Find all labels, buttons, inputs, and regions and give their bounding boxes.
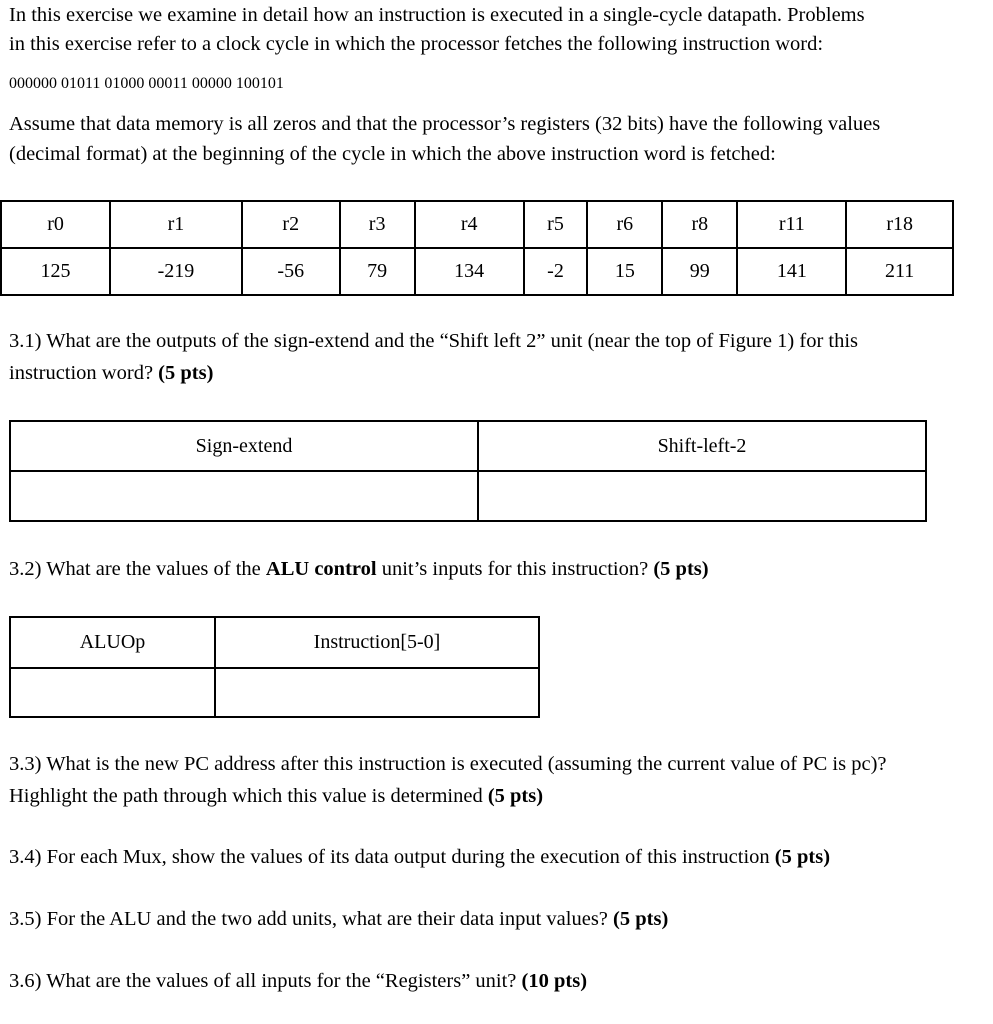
register-name-cell: r2	[242, 201, 340, 248]
intro-line-2: in this exercise refer to a clock cycle in which the processor fetches the following instruction word:	[9, 33, 824, 55]
q32-post: unit’s inputs for this instruction?	[376, 558, 654, 580]
shift-left-2-answer-cell[interactable]	[478, 471, 926, 521]
register-value-cell: 141	[737, 248, 846, 295]
register-name-cell: r0	[1, 201, 110, 248]
q31-points: (5 pts)	[158, 362, 214, 384]
q33-points: (5 pts)	[487, 785, 544, 807]
q31-line-1: 3.1) What are the outputs of the sign-extend and the “Shift left 2” unit (near the top of Figure 1) for this	[9, 330, 859, 352]
q33-line-2	[9, 781, 543, 811]
register-value-cell: 134	[415, 248, 524, 295]
intro-line-1: In this exercise we examine in detail how an instruction is executed in a single-cycle datapath. Problems	[9, 4, 865, 26]
register-name-cell: r18	[846, 201, 953, 248]
instruction-word: 000000 01011 01000 00011 00000 100101	[9, 75, 284, 92]
register-name-cell: r8	[662, 201, 737, 248]
q32-bold: ALU control	[265, 558, 377, 580]
q36-line	[9, 966, 587, 996]
register-name-cell: r3	[340, 201, 415, 248]
q33-line-1: 3.3) What is the new PC address after this instruction is executed (assuming the current value of PC is pc)?	[9, 753, 887, 775]
register-name-cell: r1	[110, 201, 242, 248]
q35-line	[9, 904, 668, 934]
assume-line-2: (decimal format) at the beginning of the cycle in which the above instruction word is fetched:	[9, 143, 776, 165]
q31-text: instruction word?	[9, 362, 159, 384]
aluop-answer-cell[interactable]	[10, 668, 215, 717]
assume-line-1: Assume that data memory is all zeros and that the processor’s registers (32 bits) have the following values	[9, 113, 881, 135]
register-value-cell: -2	[524, 248, 588, 295]
register-value-cell: 125	[1, 248, 110, 295]
sign-extend-header: Sign-extend	[10, 421, 478, 471]
register-value-cell: 211	[846, 248, 953, 295]
q36-points: (10 pts)	[521, 970, 588, 992]
register-name-cell: r6	[587, 201, 662, 248]
register-value-cell: 15	[587, 248, 662, 295]
q35-points: (5 pts)	[613, 908, 669, 930]
q36-text: 3.6) What are the values of all inputs for the “Registers” unit?	[9, 970, 522, 992]
q32-pre: 3.2) What are the values of the	[9, 558, 266, 580]
register-value-cell: 99	[662, 248, 737, 295]
instruction-5-0-header: Instruction[5-0]	[215, 617, 539, 668]
register-name-cell: r11	[737, 201, 846, 248]
q34-line	[9, 842, 830, 872]
q35-text: 3.5) For the ALU and the two add units, what are their data input values?	[9, 908, 614, 930]
register-value-cell: 79	[340, 248, 415, 295]
q31-answer-table	[9, 420, 927, 522]
q34-points: (5 pts)	[774, 846, 831, 868]
q33-text: Highlight the path through which this value is determined	[9, 785, 488, 807]
instruction-5-0-answer-cell[interactable]	[215, 668, 539, 717]
register-table	[0, 200, 954, 296]
shift-left-2-header: Shift-left-2	[478, 421, 926, 471]
sign-extend-answer-cell[interactable]	[10, 471, 478, 521]
q32-answer-table	[9, 616, 540, 718]
aluop-header: ALUOp	[10, 617, 215, 668]
q32-points: (5 pts)	[653, 558, 709, 580]
q32-text	[9, 554, 709, 584]
q34-text: 3.4) For each Mux, show the values of its data output during the execution of this instruction	[9, 846, 775, 868]
register-name-cell: r4	[415, 201, 524, 248]
register-value-cell: -219	[110, 248, 242, 295]
q31-line-2	[9, 358, 213, 388]
register-value-cell: -56	[242, 248, 340, 295]
register-name-cell: r5	[524, 201, 588, 248]
